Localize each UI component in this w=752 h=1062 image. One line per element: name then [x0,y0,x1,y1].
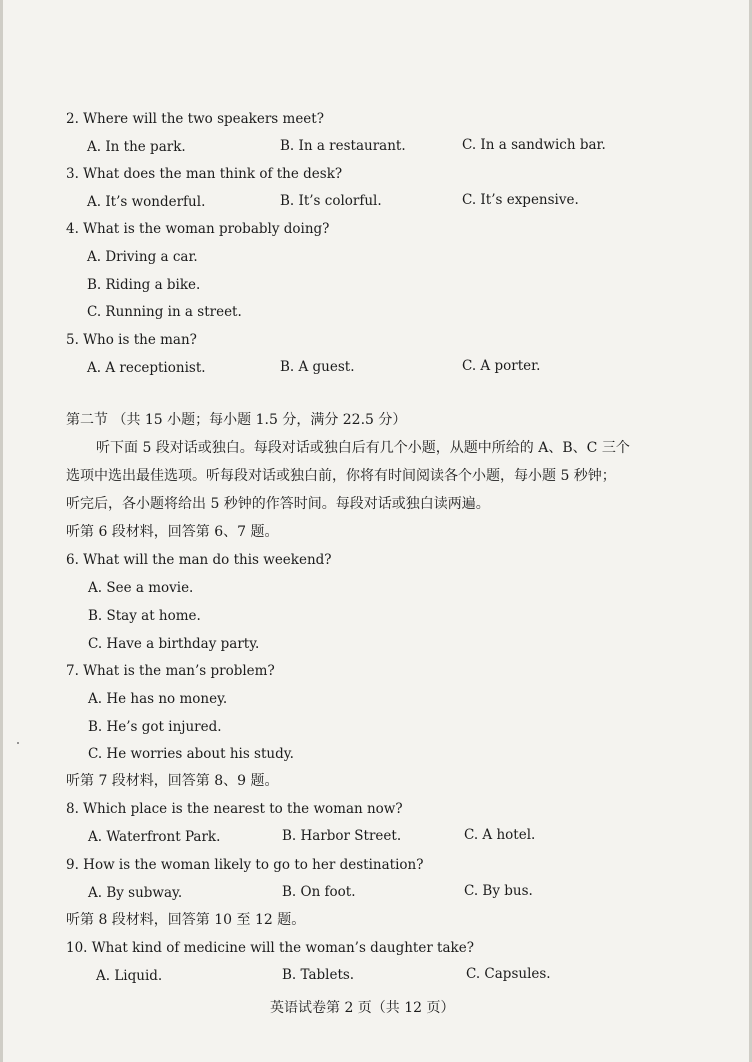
question-5-option-c: C. A porter. [462,358,541,374]
question-7: 7. What is the man’s problem? [66,663,275,679]
question-5: 5. Who is the man? [66,332,197,348]
instructions-line-1: 听下面 5 段对话或独白。每段对话或独白后有几个小题，从题中所给的 A、B、C 三个 [96,440,630,456]
question-3-option-c: C. It’s expensive. [462,192,579,208]
page-footer: 英语试卷第 2 页（共 12 页） [270,1000,455,1016]
question-5-option-b: B. A guest. [280,359,355,375]
question-8-option-a: A. Waterfront Park. [88,829,221,845]
question-10-option-a: A. Liquid. [96,968,163,984]
question-9: 9. How is the woman likely to go to her destination? [66,857,424,873]
question-9-option-c: C. By bus. [464,883,533,899]
question-8-option-b: B. Harbor Street. [282,828,402,844]
instructions-line-2: 选项中选出最佳选项。听每段对话或独白前，你将有时间阅读各个小题，每小题 5 秒钟； [66,468,616,484]
question-5-option-a: A. A receptionist. [87,360,206,376]
question-7-option-a: A. He has no money. [88,691,228,707]
question-6-option-b: B. Stay at home. [88,608,201,624]
question-6: 6. What will the man do this weekend? [66,552,332,568]
group-8-heading: 听第 8 段材料，回答第 10 至 12 题。 [66,912,306,928]
left-scan-edge [0,0,3,1062]
question-10-option-b: B. Tablets. [282,967,355,983]
question-3: 3. What does the man think of the desk? [66,166,343,182]
instructions-line-3: 听完后，各小题将给出 5 秒钟的作答时间。每段对话或独白读两遍。 [66,496,490,512]
question-8-option-c: C. A hotel. [464,827,536,843]
question-10: 10. What kind of medicine will the woman’s daughter take? [66,940,474,956]
question-3-option-b: B. It’s colorful. [280,193,382,209]
group-6-heading: 听第 6 段材料，回答第 6、7 题。 [66,524,279,540]
question-4-option-c: C. Running in a street. [87,304,242,320]
question-6-option-c: C. Have a birthday party. [88,636,260,652]
question-4: 4. What is the woman probably doing? [66,221,330,237]
question-6-option-a: A. See a movie. [88,580,194,596]
question-4-option-b: B. Riding a bike. [87,277,201,293]
question-2: 2. Where will the two speakers meet? [66,111,324,127]
question-4-option-a: A. Driving a car. [87,249,198,265]
question-8: 8. Which place is the nearest to the woman now? [66,801,403,817]
scan-speck [17,742,19,744]
question-10-option-c: C. Capsules. [466,966,551,982]
question-2-option-c: C. In a sandwich bar. [462,137,606,153]
group-7-heading: 听第 7 段材料，回答第 8、9 题。 [66,773,279,789]
question-7-option-c: C. He worries about his study. [88,746,294,762]
section-2-title: 第二节 （共 15 小题；每小题 1.5 分，满分 22.5 分） [66,412,407,428]
question-7-option-b: B. He’s got injured. [88,719,222,735]
question-2-option-a: A. In the park. [87,139,186,155]
question-9-option-b: B. On foot. [282,884,356,900]
question-9-option-a: A. By subway. [88,885,183,901]
question-3-option-a: A. It’s wonderful. [87,194,206,210]
question-2-option-b: B. In a restaurant. [280,138,406,154]
